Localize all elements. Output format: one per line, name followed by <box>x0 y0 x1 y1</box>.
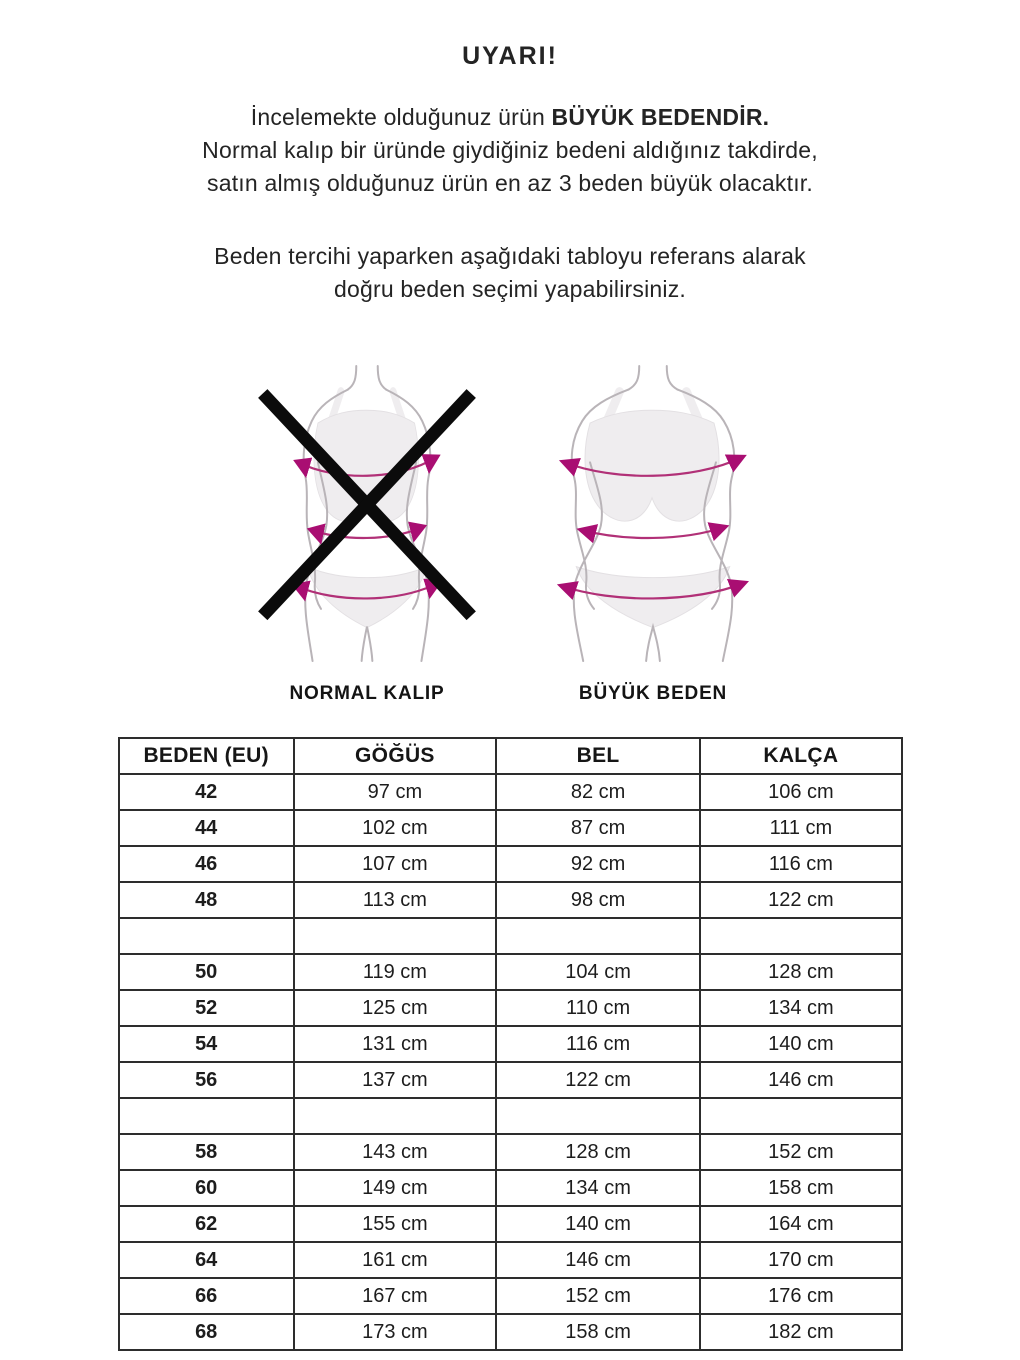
warning-line-3: satın almış olduğunuz ürün en az 3 beden büyük olacaktır. <box>207 170 813 196</box>
figure-plus-size <box>528 366 778 705</box>
size-row <box>119 882 902 918</box>
size-table <box>118 737 903 1351</box>
size-row <box>119 1278 902 1314</box>
measurement-cell: 167 cm <box>294 1278 496 1314</box>
size-table-body <box>119 774 902 1350</box>
measurement-cell: 137 cm <box>294 1062 496 1098</box>
column-header: BEL <box>496 738 700 774</box>
figure-normal-label: NORMAL KALIP <box>289 683 445 704</box>
measurement-cell <box>294 918 496 954</box>
measurement-cell: 152 cm <box>496 1278 700 1314</box>
size-value-cell: 58 <box>119 1134 294 1170</box>
measurement-cell: 102 cm <box>294 810 496 846</box>
measurement-cell: 113 cm <box>294 882 496 918</box>
figure-normal-fit <box>242 366 492 705</box>
measurement-cell: 106 cm <box>700 774 901 810</box>
measurement-cell: 170 cm <box>700 1242 901 1278</box>
reference-line-1: Beden tercihi yaparken aşağıdaki tabloyu referans alarak <box>214 243 806 269</box>
crossed-out-body-figure-icon <box>249 366 485 661</box>
page-title: UYARI! <box>462 42 558 70</box>
size-row <box>119 1170 902 1206</box>
measurement-cell: 87 cm <box>496 810 700 846</box>
size-value-cell: 46 <box>119 846 294 882</box>
measurement-cell: 149 cm <box>294 1170 496 1206</box>
warning-line-1-bold: BÜYÜK BEDENDİR. <box>551 104 770 130</box>
measurement-cell <box>496 918 700 954</box>
column-header: GÖĞÜS <box>294 738 496 774</box>
measurement-cell: 131 cm <box>294 1026 496 1062</box>
column-header: BEDEN (EU) <box>119 738 294 774</box>
measurement-cell <box>700 918 901 954</box>
measurement-cell: 152 cm <box>700 1134 901 1170</box>
warning-line-1 <box>70 101 950 134</box>
column-header: KALÇA <box>700 738 901 774</box>
measurement-cell: 116 cm <box>700 846 901 882</box>
measurement-cell: 158 cm <box>700 1170 901 1206</box>
measurement-cell <box>496 1098 700 1134</box>
size-row <box>119 1062 902 1098</box>
measurement-cell: 82 cm <box>496 774 700 810</box>
measurement-cell: 143 cm <box>294 1134 496 1170</box>
spacer-row <box>119 1098 902 1134</box>
measurement-cell: 122 cm <box>700 882 901 918</box>
size-value-cell: 44 <box>119 810 294 846</box>
measurement-cell: 97 cm <box>294 774 496 810</box>
size-value-cell: 68 <box>119 1314 294 1350</box>
measurement-cell: 146 cm <box>496 1242 700 1278</box>
measurement-cell: 122 cm <box>496 1062 700 1098</box>
size-row <box>119 1026 902 1062</box>
warning-line-2: Normal kalıp bir üründe giydiğiniz bedeni aldığınız takdirde, <box>202 137 818 163</box>
size-table-header-row <box>119 738 902 774</box>
spacer-row <box>119 918 902 954</box>
measurement-cell: 140 cm <box>700 1026 901 1062</box>
measurement-cell: 111 cm <box>700 810 901 846</box>
measurement-cell: 176 cm <box>700 1278 901 1314</box>
size-row <box>119 1242 902 1278</box>
size-row <box>119 774 902 810</box>
measurement-cell: 98 cm <box>496 882 700 918</box>
measurement-cell: 134 cm <box>496 1170 700 1206</box>
size-value-cell: 56 <box>119 1062 294 1098</box>
size-row <box>119 1314 902 1350</box>
measurement-cell: 164 cm <box>700 1206 901 1242</box>
measurement-cell: 173 cm <box>294 1314 496 1350</box>
measurement-cell: 107 cm <box>294 846 496 882</box>
fit-comparison <box>0 366 1020 705</box>
measurement-cell: 158 cm <box>496 1314 700 1350</box>
measurement-cell: 119 cm <box>294 954 496 990</box>
measurement-cell: 128 cm <box>700 954 901 990</box>
measurement-cell: 128 cm <box>496 1134 700 1170</box>
measurement-cell: 161 cm <box>294 1242 496 1278</box>
size-row <box>119 954 902 990</box>
size-value-cell: 52 <box>119 990 294 1026</box>
warning-paragraph <box>70 101 950 200</box>
size-value-cell: 62 <box>119 1206 294 1242</box>
size-row <box>119 1206 902 1242</box>
measurement-cell: 116 cm <box>496 1026 700 1062</box>
size-value-cell: 54 <box>119 1026 294 1062</box>
size-row <box>119 990 902 1026</box>
measurement-cell <box>700 1098 901 1134</box>
measurement-cell: 92 cm <box>496 846 700 882</box>
measurement-cell: 104 cm <box>496 954 700 990</box>
size-value-cell: 48 <box>119 882 294 918</box>
figure-plus-label: BÜYÜK BEDEN <box>578 683 728 704</box>
measurement-cell: 182 cm <box>700 1314 901 1350</box>
size-row <box>119 1134 902 1170</box>
size-row <box>119 846 902 882</box>
measurement-cell: 140 cm <box>496 1206 700 1242</box>
size-row <box>119 810 902 846</box>
measurement-cell: 110 cm <box>496 990 700 1026</box>
measurement-cell <box>294 1098 496 1134</box>
reference-line-2: doğru beden seçimi yapabilirsiniz. <box>334 276 686 302</box>
size-value-cell: 50 <box>119 954 294 990</box>
measurement-cell: 146 cm <box>700 1062 901 1098</box>
plus-size-body-figure-icon <box>535 366 771 661</box>
measurement-cell: 155 cm <box>294 1206 496 1242</box>
measurement-cell: 125 cm <box>294 990 496 1026</box>
size-value-cell: 60 <box>119 1170 294 1206</box>
size-value-cell <box>119 918 294 954</box>
warning-line-1-text: İncelemekte olduğunuz ürün <box>250 104 552 130</box>
size-value-cell: 64 <box>119 1242 294 1278</box>
size-value-cell: 66 <box>119 1278 294 1314</box>
reference-paragraph <box>70 240 950 306</box>
size-value-cell <box>119 1098 294 1134</box>
size-value-cell: 42 <box>119 774 294 810</box>
size-table-header <box>119 738 902 774</box>
measurement-cell: 134 cm <box>700 990 901 1026</box>
